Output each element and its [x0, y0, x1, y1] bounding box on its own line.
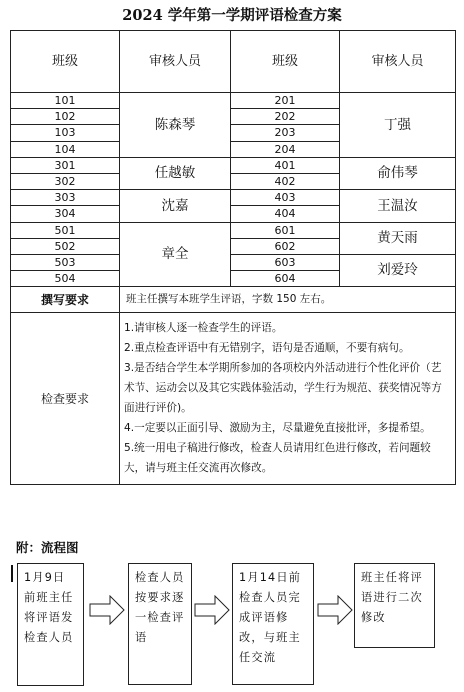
class-cell: 401 — [231, 157, 340, 173]
document-title: 2024 学年第一学期评语检查方案 — [122, 7, 342, 24]
class-cell: 302 — [11, 173, 120, 189]
class-cell: 601 — [231, 222, 340, 238]
header-reviewer-right: 审核人员 — [340, 31, 456, 93]
arrow-right-icon — [89, 595, 125, 625]
class-cell: 404 — [231, 206, 340, 222]
flow-step-3: 1月14日前检查人员完成评语修改，与班主任交流 — [232, 563, 314, 685]
class-cell: 103 — [11, 125, 120, 141]
class-cell: 402 — [231, 173, 340, 189]
class-cell: 304 — [11, 206, 120, 222]
header-class-left: 班级 — [11, 31, 120, 93]
reviewer-cell: 章全 — [120, 222, 231, 287]
flow-step-4: 班主任将评语进行二次修改 — [354, 563, 435, 648]
flow-step-2: 检查人员按要求逐一检查评语 — [128, 563, 192, 685]
reviewer-cell: 黄天雨 — [340, 222, 456, 254]
check-requirement-text — [120, 313, 456, 485]
reviewer-cell: 沈嘉 — [120, 190, 231, 222]
class-cell: 202 — [231, 109, 340, 125]
reviewer-cell: 刘爱玲 — [340, 254, 456, 286]
check-item: 2.重点检查评语中有无错别字，语句是否通顺，不要有病句。 — [124, 342, 410, 355]
review-plan-table — [10, 30, 456, 485]
check-item: 4.一定要以正面引导、激励为主，尽量避免直接批评，多提希望。 — [124, 422, 431, 435]
reviewer-cell: 俞伟琴 — [340, 157, 456, 189]
header-reviewer-left: 审核人员 — [120, 31, 231, 93]
class-cell: 504 — [11, 271, 120, 287]
check-item: 3.是否结合学生本学期所参加的各项校内外活动进行个性化评价（艺术节、运动会以及其它实践体验活动，学生行为规范、获奖情况等方面进行评价)。 — [124, 362, 442, 415]
reviewer-cell: 丁强 — [340, 93, 456, 158]
class-cell: 104 — [11, 141, 120, 157]
class-cell: 201 — [231, 93, 340, 109]
class-cell: 102 — [11, 109, 120, 125]
text-cursor — [11, 565, 13, 582]
reviewer-cell: 王温汝 — [340, 190, 456, 222]
check-item: 5.统一用电子稿进行修改，检查人员请用红色进行修改，若问题较大，请与班主任交流再次修改。 — [124, 442, 431, 475]
class-cell: 603 — [231, 254, 340, 270]
class-cell: 303 — [11, 190, 120, 206]
class-cell: 502 — [11, 238, 120, 254]
writing-requirement-label: 撰写要求 — [11, 287, 120, 313]
flow-step-1: 1月9日前班主任将评语发检查人员 — [17, 563, 84, 686]
class-cell: 203 — [231, 125, 340, 141]
reviewer-cell: 任越敏 — [120, 157, 231, 189]
arrow-right-icon — [194, 595, 230, 625]
arrow-right-icon — [317, 595, 353, 625]
class-cell: 301 — [11, 157, 120, 173]
class-cell: 604 — [231, 271, 340, 287]
writing-requirement-text: 班主任撰写本班学生评语，字数 150 左右。 — [120, 287, 456, 313]
class-cell: 602 — [231, 238, 340, 254]
reviewer-cell: 陈森琴 — [120, 93, 231, 158]
class-cell: 101 — [11, 93, 120, 109]
header-class-right: 班级 — [231, 31, 340, 93]
class-cell: 501 — [11, 222, 120, 238]
class-cell: 403 — [231, 190, 340, 206]
class-cell: 204 — [231, 141, 340, 157]
flowchart-title: 附：流程图 — [16, 540, 79, 555]
class-cell: 503 — [11, 254, 120, 270]
check-item: 1.请审核人逐一检查学生的评语。 — [124, 322, 283, 335]
check-requirement-label: 检查要求 — [11, 313, 120, 485]
